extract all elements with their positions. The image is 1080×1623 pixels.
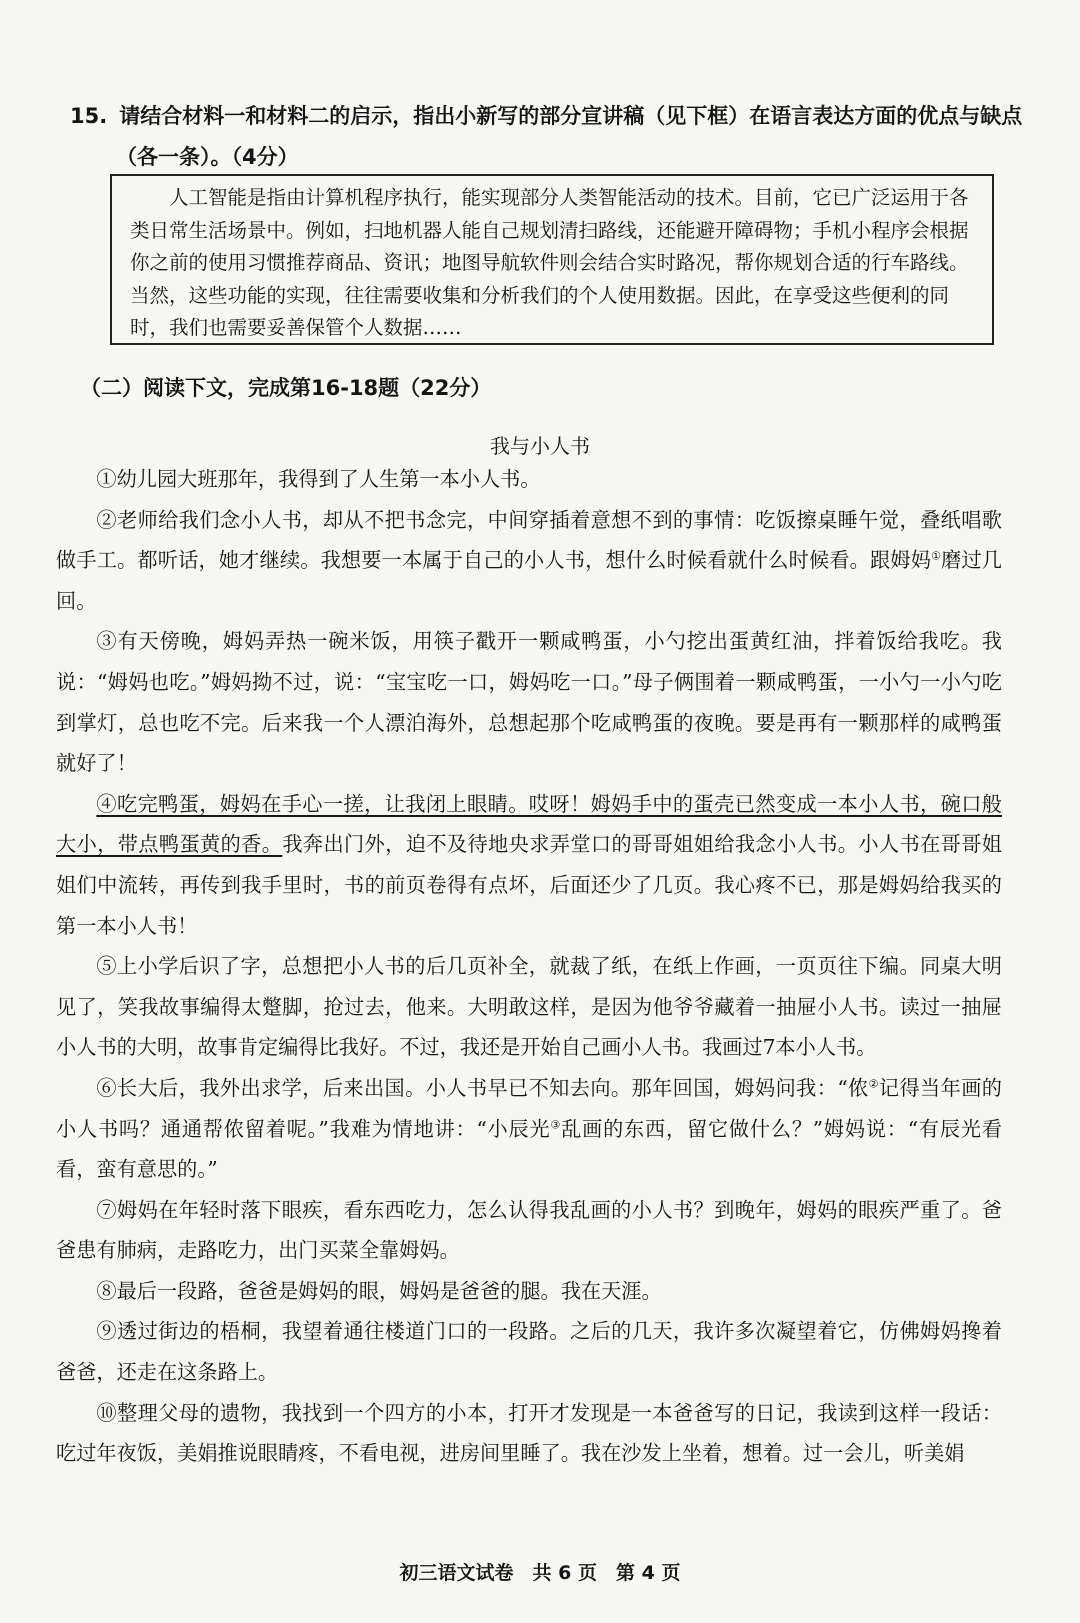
question-prompt-continuation: （各一条）。（4分） xyxy=(116,145,299,169)
paragraph-3: ③有天傍晚，姆妈弄热一碗米饭，用筷子戳开一颗咸鸭蛋，小勺挖出蛋黄红油，拌着饭给我吃。我说：“姆妈也吃。”姆妈拗不过，说：“宝宝吃一口，姆妈吃一口。”母子俩围着一颗咸鸭蛋，一小勺一小勺吃到掌灯，总也吃不完。后来我一个人漂泊海外，总想起那个吃咸鸭蛋的夜晚。要是再有一颗那样的咸鸭蛋就好了！ xyxy=(56,629,1002,776)
footnote-mark: ③ xyxy=(550,1117,562,1131)
section-heading: （二）阅读下文，完成第16-18题（22分） xyxy=(80,376,492,400)
paragraph-4 xyxy=(56,784,1002,946)
question-15 xyxy=(70,96,1040,178)
question-prompt: 请结合材料一和材料二的启示，指出小新写的部分宣讲稿（见下框）在语言表达方面的优点与缺点 xyxy=(119,104,1023,128)
footnote-mark: ① xyxy=(931,549,942,563)
page-footer: 初三语文试卷 共 6 页 第 4 页 xyxy=(399,1562,681,1584)
paragraph-6-part-a: ⑥长大后，我外出求学，后来出国。小人书早已不知去向。那年回国，姆妈问我：“侬 xyxy=(96,1075,869,1100)
paragraph-2 xyxy=(56,500,1002,622)
article-title: 我与小人书 xyxy=(490,434,590,458)
paragraph-6 xyxy=(56,1068,1002,1190)
paragraph-2-text: ②老师给我们念小人书，却从不把书念完，中间穿插着意想不到的事情：吃饭擦桌睡午觉，叠纸唱歌做手工。都听话，她才继续。我想要一本属于自己的小人书，想什么时候看就什么时候看。跟姆妈 xyxy=(56,507,1002,573)
paragraph-6-part-b: 记得当年画的小人书吗？通通帮侬留着呢。”我难为情地讲：“小辰光 xyxy=(56,1075,1002,1141)
paragraph-4-rest: 我奔出门外，迫不及待地央求弄堂口的哥哥姐姐给我念小人书。小人书在哥哥姐姐们中流转，再传到我手里时，书的前页卷得有点坏，后面还少了几页。我心疼不已，那是姆妈给我买的第一本小人书！ xyxy=(56,832,1002,938)
paragraph-2-tail: 磨过几回。 xyxy=(56,548,1002,613)
speech-draft-box: 人工智能是指由计算机程序执行，能实现部分人类智能活动的技术。目前，它已广泛运用于各类日常生活场景中。例如，扫地机器人能自己规划清扫路线，还能避开障碍物；手机小程序会根据你之前的使用习惯推荐商品、资讯；地图导航软件则会结合实时路况，帮你规划合适的行车路线。当然，这些功能的实现，往往需要收集和分析我们的个人使用数据。因此，在享受这些便利的同时，我们也需要妥善保管个人数据…… xyxy=(110,174,994,345)
paragraph-6-part-c: 乱画的东西，留它做什么？”姆妈说：“有辰光看看，蛮有意思的。” xyxy=(56,1116,1002,1182)
question-number: 15. xyxy=(70,104,108,128)
paragraph-7: ⑦姆妈在年轻时落下眼疾，看东西吃力，怎么认得我乱画的小人书？到晚年，姆妈的眼疾严重了。爸爸患有肺病，走路吃力，出门买菜全靠姆妈。 xyxy=(56,1197,1002,1263)
paragraph-10: ⑩整理父母的遗物，我找到一个四方的小本，打开才发现是一本爸爸写的日记，我读到这样一段话：吃过年夜饭，美娟推说眼睛疼，不看电视，进房间里睡了。我在沙发上坐着，想着。过一会儿，听美娟 xyxy=(56,1400,1002,1466)
paragraph-8: ⑧最后一段路，爸爸是姆妈的眼，姆妈是爸爸的腿。我在天涯。 xyxy=(96,1278,662,1303)
footnote-mark: ② xyxy=(868,1077,879,1091)
paragraph-1: ①幼儿园大班那年，我得到了人生第一本小人书。 xyxy=(96,467,541,491)
underlined-sentence: ④吃完鸭蛋，姆妈在手心一搓，让我闭上眼睛。哎呀！姆妈手中的蛋壳已然变成一本小人书，碗口般大小，带点鸭蛋黄的香。 xyxy=(56,791,1002,857)
paragraph-5: ⑤上小学后识了字，总想把小人书的后几页补全，就裁了纸，在纸上作画，一页页往下编。同桌大明见了，笑我故事编得太蹩脚，抢过去，他来。大明敢这样，是因为他爷爷藏着一抽屉小人书。读过一抽屉小人书的大明，故事肯定编得比我好。不过，我还是开始自己画小人书。我画过7本小人书。 xyxy=(56,954,1002,1060)
article-body xyxy=(56,459,1002,1474)
paragraph-9: ⑨透过街边的梧桐，我望着通往楼道门口的一段路。之后的几天，我许多次凝望着它，仿佛姆妈搀着爸爸，还走在这条路上。 xyxy=(56,1319,1002,1385)
